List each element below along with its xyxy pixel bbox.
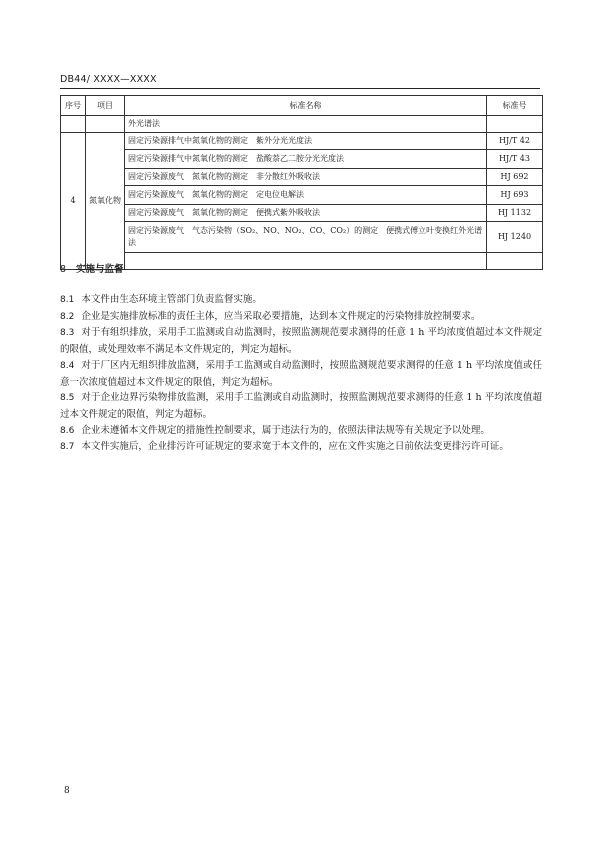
- col-header-index: 序号: [61, 96, 86, 116]
- clause-text: 本文件实施后，企业排污许可证规定的要求宽于本文件的，应在文件实施之日前依法变更排污许可证。: [81, 441, 509, 453]
- clause-number: 8.3: [60, 328, 75, 339]
- clause-number: 8.4: [60, 360, 75, 371]
- table-cell-standard-name: 固定污染源废气 氮氧化物的测定 定电位电解法: [125, 186, 487, 205]
- clause-text: 对于厂区内无组织排放监测，采用手工监测或自动监测时，按照监测规范要求测得的任意 1 h 平均浓度值或任意一次浓度值超过本文件规定的限值，判定为超标。: [60, 359, 542, 388]
- table-cell-standard-name: 固定污染源废气 氮氧化物的测定 便携式紫外吸收法: [125, 205, 487, 222]
- section-heading: [60, 261, 124, 275]
- table-cell-standard-code: HJ 693: [487, 186, 543, 205]
- section-number: 8: [60, 264, 67, 275]
- table-cell-item: 氮氧化物: [86, 133, 125, 270]
- table-cell: [125, 253, 487, 270]
- clause-list: [60, 292, 542, 456]
- clause-number: 8.1: [60, 295, 75, 305]
- clause-item: [60, 358, 542, 390]
- table-cell: [487, 116, 543, 133]
- page-number: 8: [64, 786, 70, 796]
- table-cell-standard-name: 固定污染源废气 气态污染物（SO₂、NO、NO₂、CO、CO₂）的测定 便携式傅立叶变换红外光谱法: [125, 222, 487, 253]
- clause-item: [60, 390, 542, 422]
- table-row: [61, 222, 543, 253]
- table-row: [61, 169, 543, 186]
- table-cell-standard-code: HJ 1240: [487, 222, 543, 253]
- table-cell-standard-code: HJ/T 42: [487, 133, 543, 150]
- table-cell-standard-name: 固定污染源排气中氮氧化物的测定 紫外分光光度法: [125, 133, 487, 150]
- col-header-standard-code: 标准号: [487, 96, 543, 116]
- table-cell: [86, 116, 125, 133]
- table-cell-standard-code: HJ 692: [487, 169, 543, 186]
- table-cell-standard-code: HJ 1132: [487, 205, 543, 222]
- document-code: DB44/ XXXX—XXXX: [60, 74, 157, 85]
- table-cell-standard-name: 外光谱法: [125, 116, 487, 133]
- table-cell: [487, 253, 543, 270]
- table-row: [61, 133, 543, 150]
- clause-text: 对于企业边界污染物排放监测，采用手工监测或自动监测时，按照监测规范要求测得的任意 1 h 平均浓度值超过本文件规定的限值，判定为超标。: [60, 392, 542, 420]
- clause-number: 8.5: [60, 393, 75, 404]
- table-row-empty: [61, 253, 543, 270]
- table-cell: [61, 116, 86, 133]
- section-title: 实施与监督: [76, 264, 124, 275]
- clause-text: 企业是实施排放标准的责任主体，应当采取必要措施，达到本文件规定的污染物排放控制要求。: [81, 310, 481, 322]
- table-cell-standard-name: 固定污染源废气 氮氧化物的测定 非分散红外吸收法: [125, 169, 487, 186]
- clause-text: 本文件由生态环境主管部门负责监督实施。: [81, 294, 262, 305]
- col-header-item: 项目: [86, 96, 125, 116]
- clause-number: 8.6: [60, 425, 75, 436]
- clause-item: [60, 325, 542, 357]
- header-rule: [60, 88, 540, 89]
- clause-item: [60, 423, 542, 440]
- col-header-standard-name: 标准名称: [125, 96, 487, 116]
- clause-text: 对于有组织排放，采用手工监测或自动监测时，按照监测规范要求测得的任意 1 h 平均浓度值超过本文件规定的限值，或处理效率不满足本文件规定的，判定为超标。: [60, 327, 542, 356]
- clause-number: 8.7: [60, 442, 75, 453]
- standards-table: [60, 95, 543, 270]
- clause-text: 企业未遵循本文件规定的措施性控制要求，属于违法行为的，依照法律法规等有关规定予以处理。: [81, 424, 490, 436]
- table-row: [61, 186, 543, 205]
- clause-item: [60, 292, 542, 309]
- table-row: [61, 150, 543, 169]
- clause-item: [60, 309, 542, 326]
- table-cell-standard-name: 固定污染源排气中氮氧化物的测定 盐酸萘乙二胺分光光度法: [125, 150, 487, 169]
- table-row-continuation: [61, 116, 543, 133]
- clause-number: 8.2: [60, 311, 75, 322]
- clause-item: [60, 439, 542, 456]
- table-cell-index: 4: [61, 133, 86, 270]
- table-row: [61, 205, 543, 222]
- table-cell-standard-code: HJ/T 43: [487, 150, 543, 169]
- table-header-row: [61, 96, 543, 116]
